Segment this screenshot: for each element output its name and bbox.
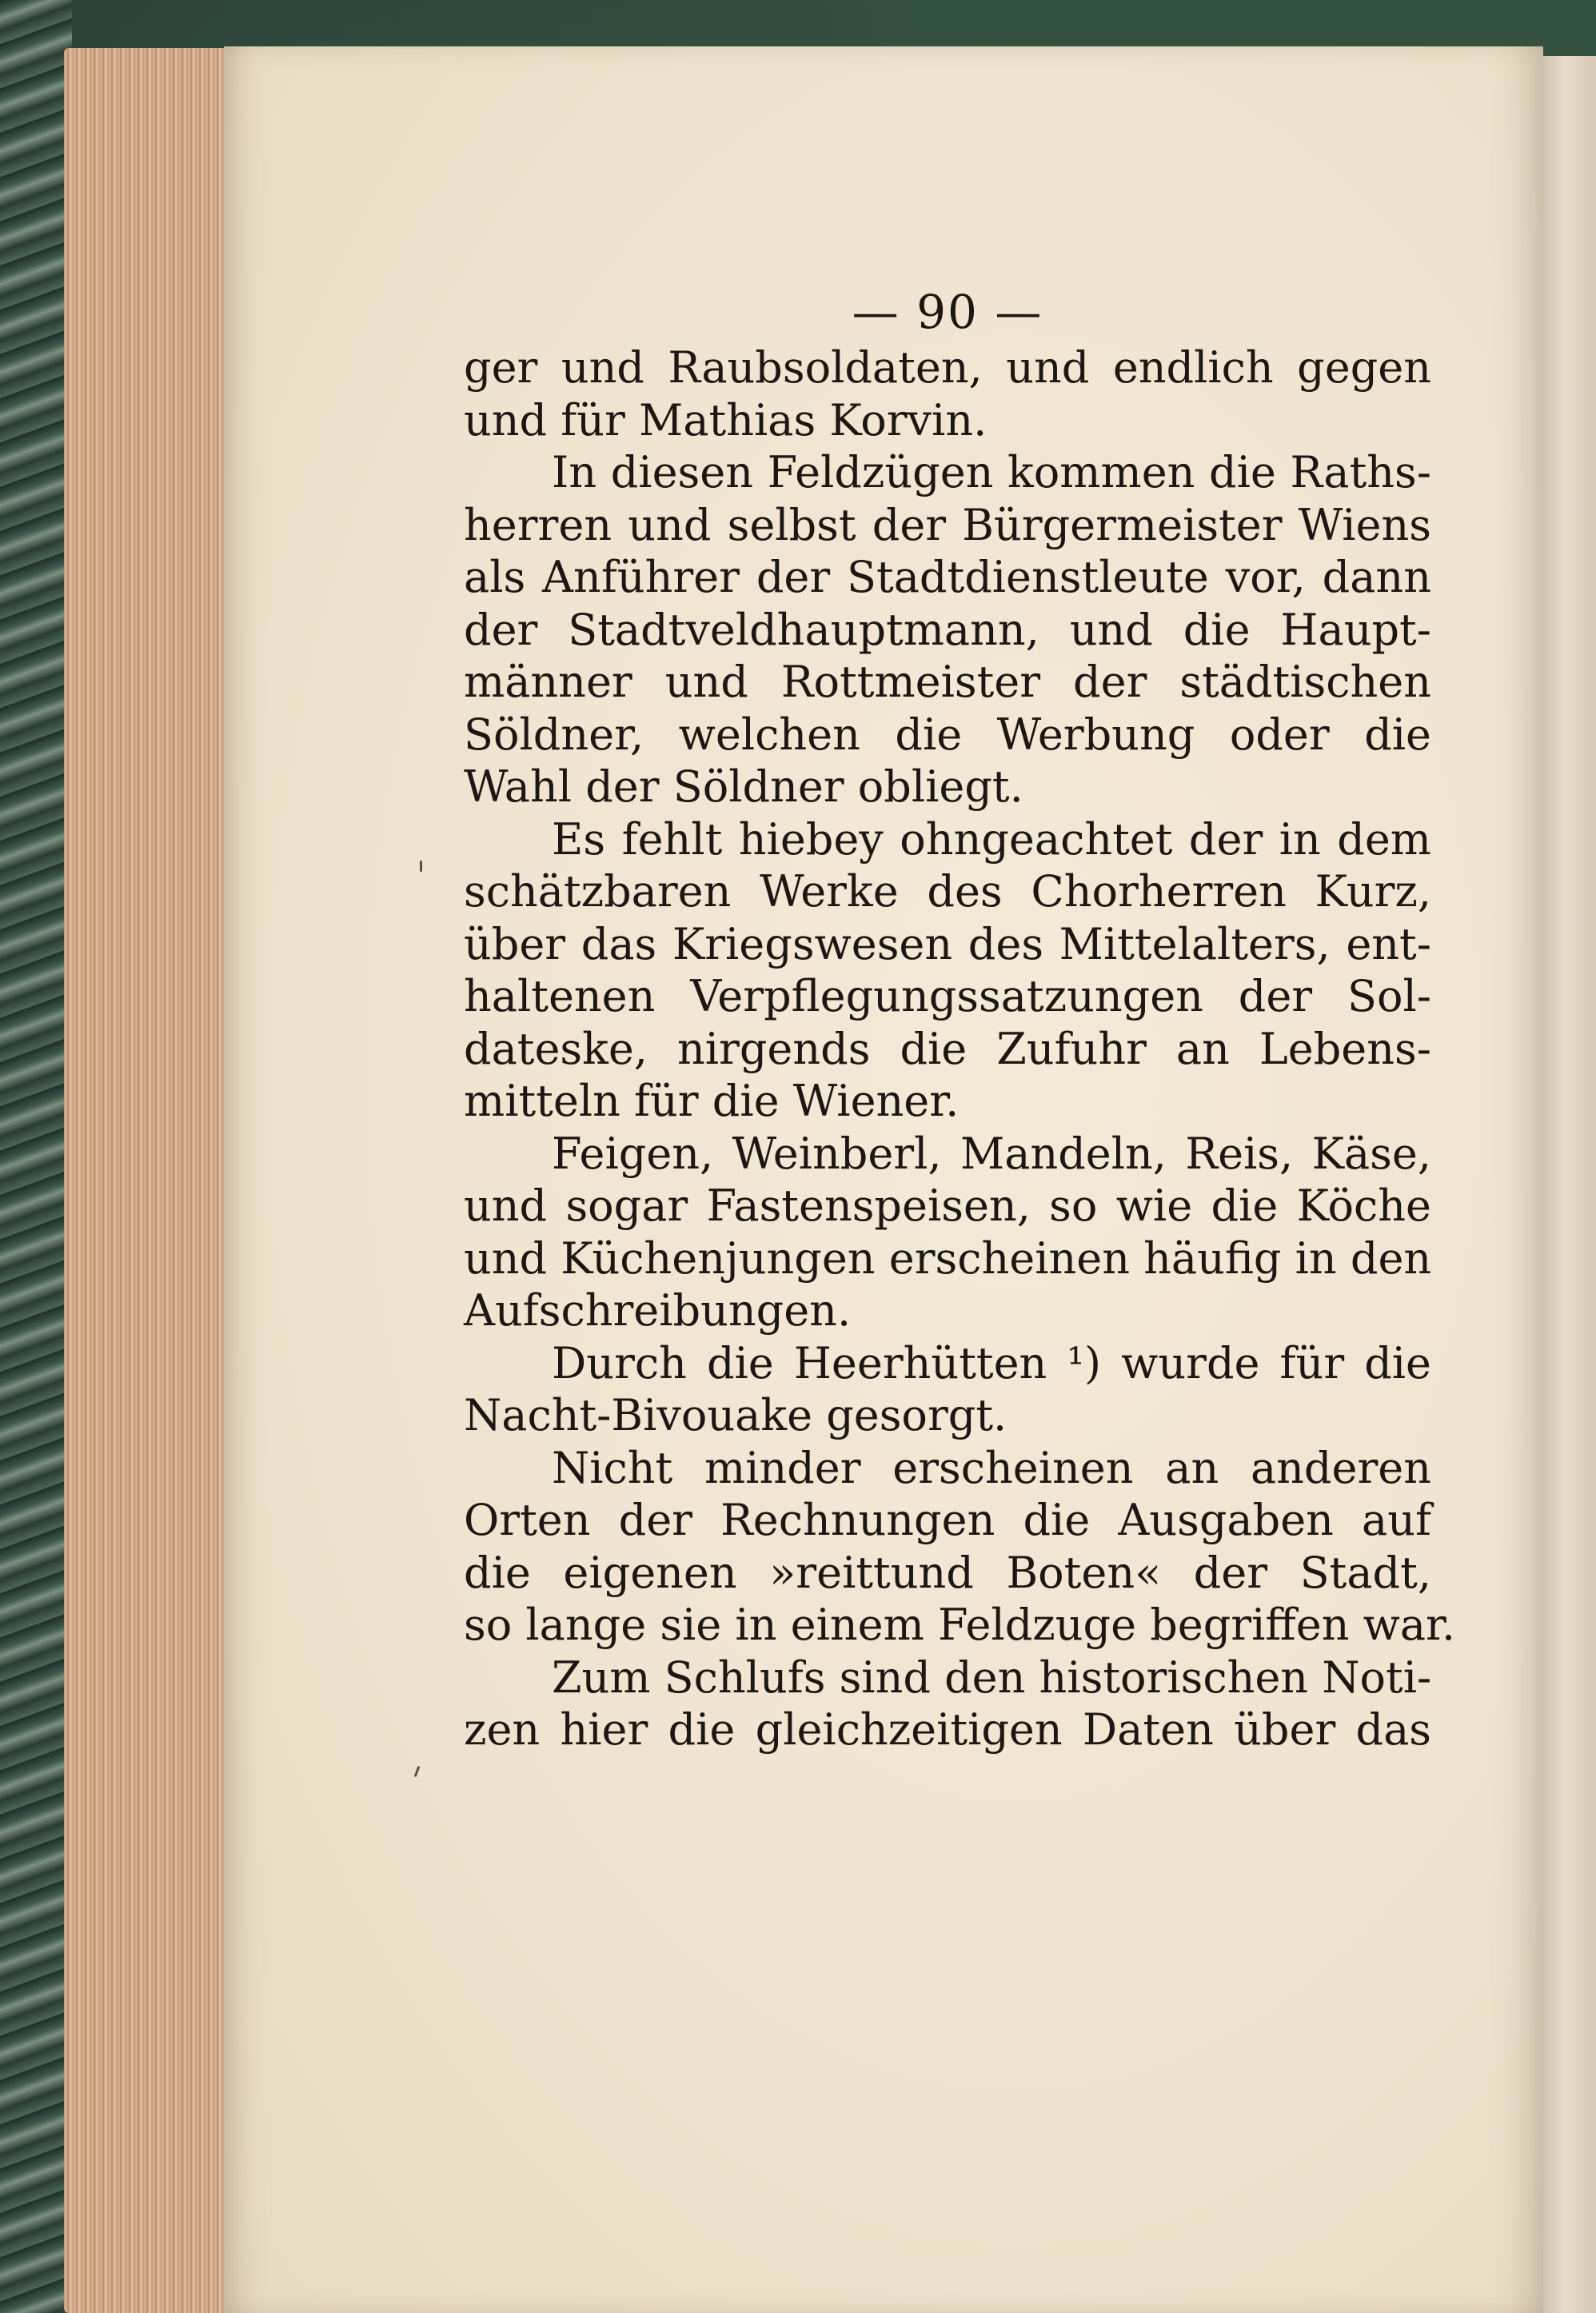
page-number: — 90 — — [852, 285, 1043, 339]
text-line: Nacht-Bivouake gesorgt. — [464, 1390, 1007, 1440]
text-line: die eigenen »reittund Boten« der Stadt, — [464, 1547, 1431, 1598]
text-line: Orten der Rechnungen die Ausgaben auf — [464, 1495, 1431, 1545]
text-line: Zum Schlufs sind den historischen Noti- — [552, 1652, 1432, 1703]
text-line: und Küchenjungen erscheinen häufig in den — [464, 1232, 1432, 1284]
text-line: Söldner, welchen die Werbung oder die — [464, 709, 1431, 760]
text-line: und für Mathias Korvin. — [464, 394, 988, 445]
text-line: mitteln für die Wiener. — [464, 1076, 960, 1126]
text-line: dateske, nirgends die Zufuhr an Lebens- — [464, 1023, 1431, 1074]
text-line: als Anführer der Stadtdienstleute vor, dann — [464, 552, 1431, 602]
text-line: haltenen Verpflegungssatzungen der Sol- — [464, 971, 1431, 1021]
text-line: über das Kriegswesen des Mittelalters, ent- — [464, 918, 1431, 969]
text-line: herren und selbst der Bürgermeister Wiens — [464, 499, 1431, 550]
ink-fleck — [414, 1766, 421, 1777]
text-lines — [464, 342, 1456, 1756]
text-line: Feigen, Weinberl, Mandeln, Reis, Käse, — [552, 1128, 1431, 1179]
text-line: Aufschreibungen. — [464, 1285, 852, 1336]
text-line: schätzbaren Werke des Chorherren Kurz, — [464, 866, 1431, 917]
text-line: so lange sie in einem Feldzuge begriffen war. — [464, 1600, 1456, 1650]
text-line: Nicht minder erscheinen an anderen — [552, 1442, 1431, 1493]
text-line: Wahl der Söldner obliegt. — [464, 761, 1023, 812]
text-line: der Stadtveldhauptmann, und die Haupt- — [464, 604, 1431, 655]
text-line: ger und Raubsoldaten, und endlich gegen — [464, 342, 1431, 393]
text-line: In diesen Feldzügen kommen die Raths- — [552, 447, 1431, 497]
page-edges — [64, 48, 232, 2313]
text-line: und sogar Fastenspeisen, so wie die Köche — [464, 1180, 1431, 1231]
text-line: männer und Rottmeister der städtischen — [464, 657, 1431, 707]
text-line: zen hier die gleichzeitigen Daten über das — [464, 1704, 1431, 1755]
facing-page-edge — [1540, 56, 1596, 2313]
text-line: Es fehlt hiebey ohngeachtet der in dem — [552, 813, 1431, 865]
marbled-cover — [0, 0, 72, 2313]
page-text — [464, 284, 1456, 1756]
ink-fleck — [420, 861, 422, 872]
text-line: Durch die Heerhütten ¹) wurde für die — [552, 1337, 1431, 1388]
